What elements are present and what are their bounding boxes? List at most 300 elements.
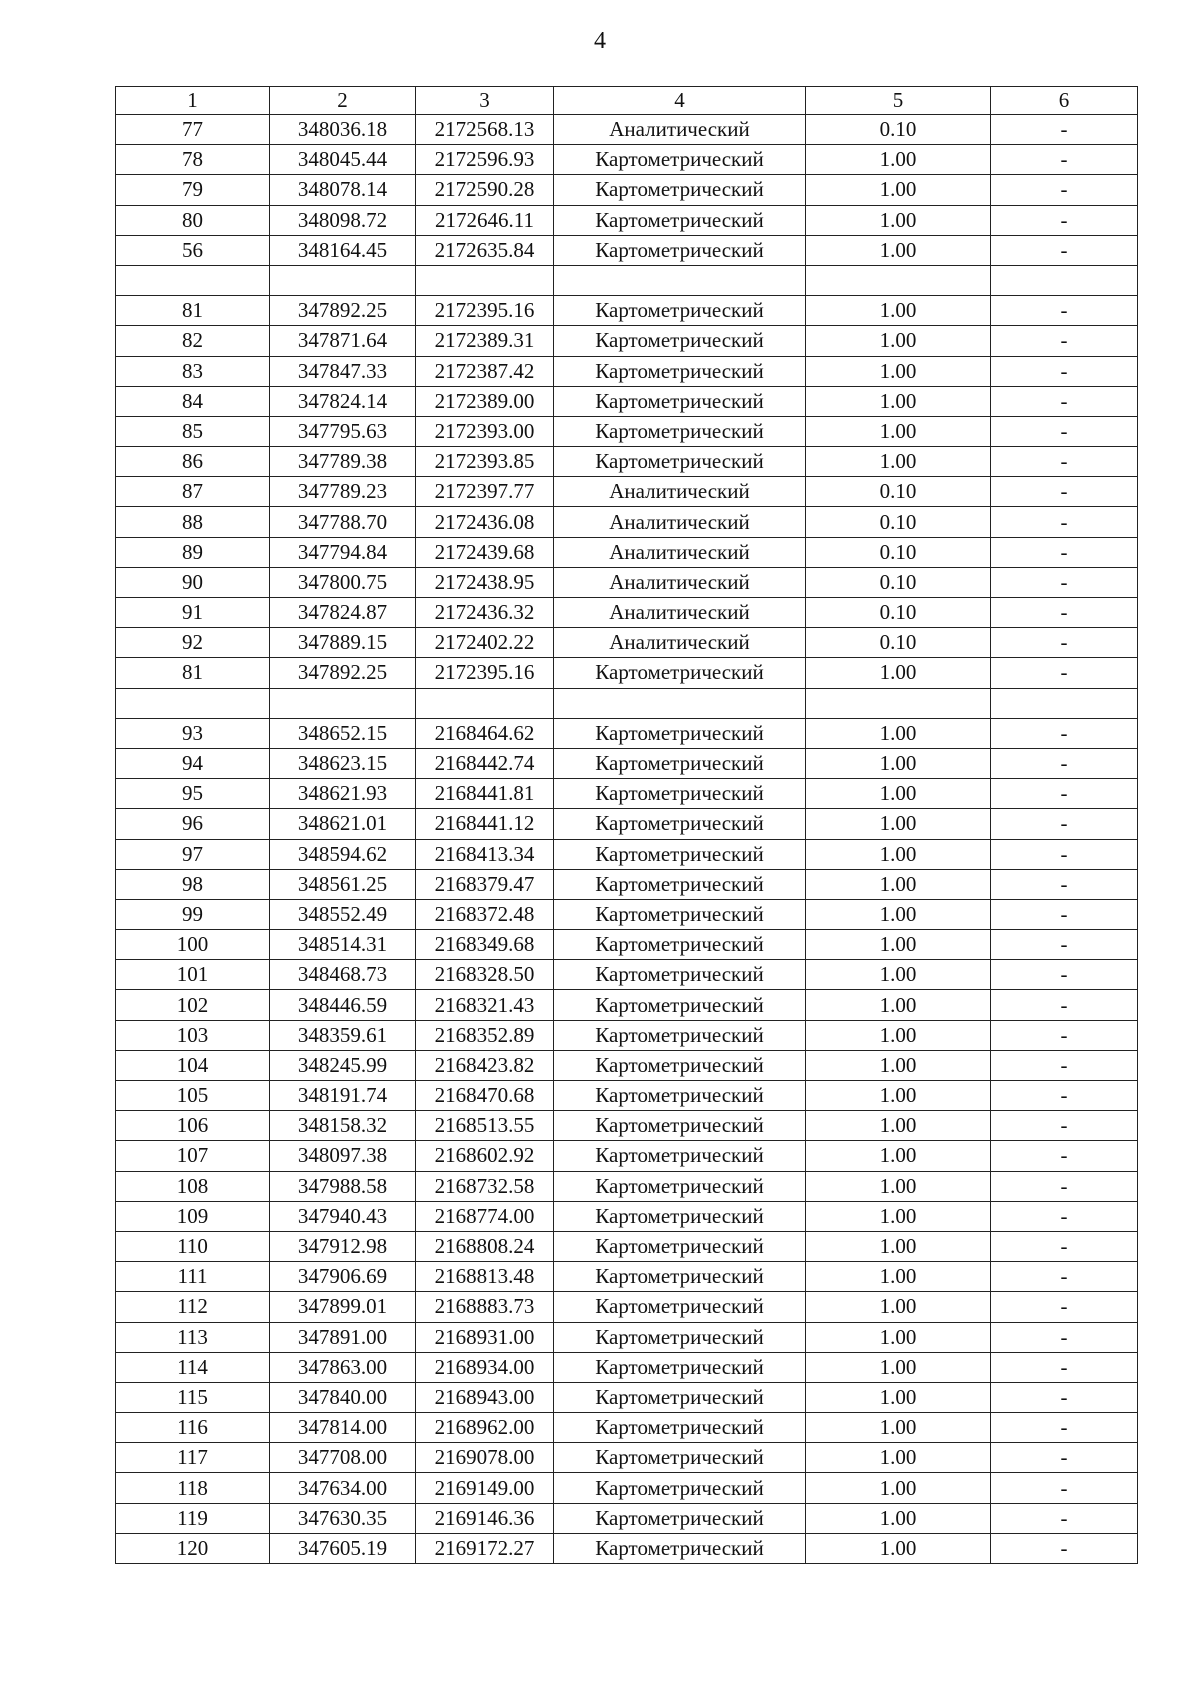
- table-separator-row: [116, 265, 1138, 295]
- y-coordinate-cell: 2172402.22: [416, 628, 554, 658]
- x-coordinate-cell: [270, 688, 416, 718]
- accuracy-cell: 1.00: [806, 839, 991, 869]
- y-coordinate-cell: 2168934.00: [416, 1352, 554, 1382]
- x-coordinate-cell: 347899.01: [270, 1292, 416, 1322]
- note-cell: -: [991, 839, 1138, 869]
- point-number-cell: 89: [116, 537, 270, 567]
- point-number-cell: 88: [116, 507, 270, 537]
- table-header-row: [116, 87, 1138, 115]
- table-row: [116, 1503, 1138, 1533]
- x-coordinate-cell: 347814.00: [270, 1413, 416, 1443]
- accuracy-cell: 1.00: [806, 416, 991, 446]
- y-coordinate-cell: 2172438.95: [416, 567, 554, 597]
- note-cell: -: [991, 175, 1138, 205]
- y-coordinate-cell: 2172568.13: [416, 115, 554, 145]
- accuracy-cell: 0.10: [806, 115, 991, 145]
- point-number-cell: 104: [116, 1050, 270, 1080]
- point-number-cell: 98: [116, 869, 270, 899]
- note-cell: -: [991, 1292, 1138, 1322]
- table-row: [116, 990, 1138, 1020]
- table-row: [116, 567, 1138, 597]
- table-row: [116, 1413, 1138, 1443]
- y-coordinate-cell: 2168379.47: [416, 869, 554, 899]
- point-number-cell: 99: [116, 899, 270, 929]
- method-cell: Картометрический: [554, 356, 806, 386]
- table-row: [116, 416, 1138, 446]
- point-number-cell: 116: [116, 1413, 270, 1443]
- table-row: [116, 386, 1138, 416]
- y-coordinate-cell: 2169078.00: [416, 1443, 554, 1473]
- table-row: [116, 145, 1138, 175]
- note-cell: -: [991, 1231, 1138, 1261]
- accuracy-cell: 1.00: [806, 1262, 991, 1292]
- point-number-cell: 95: [116, 779, 270, 809]
- point-number-cell: 78: [116, 145, 270, 175]
- note-cell: [991, 265, 1138, 295]
- table-row: [116, 839, 1138, 869]
- y-coordinate-cell: 2168813.48: [416, 1262, 554, 1292]
- accuracy-cell: 1.00: [806, 930, 991, 960]
- accuracy-cell: 1.00: [806, 235, 991, 265]
- table-row: [116, 537, 1138, 567]
- y-coordinate-cell: 2168423.82: [416, 1050, 554, 1080]
- accuracy-cell: 1.00: [806, 1473, 991, 1503]
- x-coordinate-cell: 348191.74: [270, 1081, 416, 1111]
- point-number-cell: 112: [116, 1292, 270, 1322]
- point-number-cell: 115: [116, 1382, 270, 1412]
- table-row: [116, 235, 1138, 265]
- y-coordinate-cell: 2169172.27: [416, 1533, 554, 1563]
- x-coordinate-cell: [270, 265, 416, 295]
- y-coordinate-cell: 2169146.36: [416, 1503, 554, 1533]
- point-number-cell: 106: [116, 1111, 270, 1141]
- method-cell: Картометрический: [554, 205, 806, 235]
- note-cell: -: [991, 930, 1138, 960]
- table-row: [116, 507, 1138, 537]
- note-cell: -: [991, 1262, 1138, 1292]
- method-cell: Картометрический: [554, 416, 806, 446]
- x-coordinate-cell: 348078.14: [270, 175, 416, 205]
- note-cell: -: [991, 1171, 1138, 1201]
- method-cell: Картометрический: [554, 1171, 806, 1201]
- table-row: [116, 1352, 1138, 1382]
- accuracy-cell: 1.00: [806, 1050, 991, 1080]
- x-coordinate-cell: 347847.33: [270, 356, 416, 386]
- method-cell: Картометрический: [554, 899, 806, 929]
- table-row: [116, 1201, 1138, 1231]
- method-cell: Картометрический: [554, 326, 806, 356]
- y-coordinate-cell: 2168352.89: [416, 1020, 554, 1050]
- y-coordinate-cell: 2168328.50: [416, 960, 554, 990]
- accuracy-cell: 1.00: [806, 1413, 991, 1443]
- x-coordinate-cell: 348621.01: [270, 809, 416, 839]
- coordinates-table: [115, 86, 1138, 1564]
- x-coordinate-cell: 348623.15: [270, 748, 416, 778]
- x-coordinate-cell: 347634.00: [270, 1473, 416, 1503]
- note-cell: -: [991, 1141, 1138, 1171]
- method-cell: Картометрический: [554, 809, 806, 839]
- point-number-cell: 90: [116, 567, 270, 597]
- x-coordinate-cell: 347889.15: [270, 628, 416, 658]
- x-coordinate-cell: 347605.19: [270, 1533, 416, 1563]
- x-coordinate-cell: 348446.59: [270, 990, 416, 1020]
- table-row: [116, 1443, 1138, 1473]
- note-cell: -: [991, 960, 1138, 990]
- table-row: [116, 718, 1138, 748]
- accuracy-cell: 0.10: [806, 567, 991, 597]
- x-coordinate-cell: 347795.63: [270, 416, 416, 446]
- method-cell: Картометрический: [554, 960, 806, 990]
- y-coordinate-cell: 2172596.93: [416, 145, 554, 175]
- method-cell: Картометрический: [554, 1352, 806, 1382]
- table-row: [116, 1473, 1138, 1503]
- accuracy-cell: 1.00: [806, 1201, 991, 1231]
- y-coordinate-cell: 2172389.00: [416, 386, 554, 416]
- column-header-1: 1: [116, 87, 270, 115]
- note-cell: -: [991, 235, 1138, 265]
- method-cell: Картометрический: [554, 1533, 806, 1563]
- method-cell: Картометрический: [554, 839, 806, 869]
- x-coordinate-cell: 347892.25: [270, 296, 416, 326]
- note-cell: -: [991, 1473, 1138, 1503]
- y-coordinate-cell: 2172397.77: [416, 477, 554, 507]
- y-coordinate-cell: 2172395.16: [416, 296, 554, 326]
- point-number-cell: 100: [116, 930, 270, 960]
- method-cell: Картометрический: [554, 1081, 806, 1111]
- accuracy-cell: 1.00: [806, 1231, 991, 1261]
- accuracy-cell: 1.00: [806, 386, 991, 416]
- x-coordinate-cell: 348594.62: [270, 839, 416, 869]
- table-row: [116, 477, 1138, 507]
- column-header-4: 4: [554, 87, 806, 115]
- accuracy-cell: 1.00: [806, 1111, 991, 1141]
- method-cell: Картометрический: [554, 386, 806, 416]
- method-cell: Картометрический: [554, 1231, 806, 1261]
- accuracy-cell: 1.00: [806, 1533, 991, 1563]
- x-coordinate-cell: 348359.61: [270, 1020, 416, 1050]
- y-coordinate-cell: 2168943.00: [416, 1382, 554, 1412]
- column-header-6: 6: [991, 87, 1138, 115]
- y-coordinate-cell: 2168602.92: [416, 1141, 554, 1171]
- y-coordinate-cell: 2168413.34: [416, 839, 554, 869]
- point-number-cell: [116, 688, 270, 718]
- y-coordinate-cell: 2172436.08: [416, 507, 554, 537]
- method-cell: Картометрический: [554, 1322, 806, 1352]
- y-coordinate-cell: 2168774.00: [416, 1201, 554, 1231]
- note-cell: -: [991, 1111, 1138, 1141]
- x-coordinate-cell: 348561.25: [270, 869, 416, 899]
- point-number-cell: 77: [116, 115, 270, 145]
- accuracy-cell: 1.00: [806, 718, 991, 748]
- method-cell: Картометрический: [554, 1503, 806, 1533]
- x-coordinate-cell: 347824.14: [270, 386, 416, 416]
- point-number-cell: 82: [116, 326, 270, 356]
- x-coordinate-cell: 347708.00: [270, 1443, 416, 1473]
- method-cell: Картометрический: [554, 1413, 806, 1443]
- point-number-cell: 118: [116, 1473, 270, 1503]
- point-number-cell: 80: [116, 205, 270, 235]
- point-number-cell: 91: [116, 598, 270, 628]
- table-row: [116, 1111, 1138, 1141]
- note-cell: -: [991, 386, 1138, 416]
- x-coordinate-cell: 348036.18: [270, 115, 416, 145]
- note-cell: -: [991, 1413, 1138, 1443]
- accuracy-cell: 1.00: [806, 1322, 991, 1352]
- point-number-cell: 93: [116, 718, 270, 748]
- y-coordinate-cell: 2168442.74: [416, 748, 554, 778]
- y-coordinate-cell: 2172439.68: [416, 537, 554, 567]
- note-cell: -: [991, 990, 1138, 1020]
- note-cell: -: [991, 296, 1138, 326]
- y-coordinate-cell: 2168732.58: [416, 1171, 554, 1201]
- table-row: [116, 598, 1138, 628]
- note-cell: [991, 688, 1138, 718]
- y-coordinate-cell: 2168321.43: [416, 990, 554, 1020]
- table-row: [116, 356, 1138, 386]
- note-cell: -: [991, 748, 1138, 778]
- table-separator-row: [116, 688, 1138, 718]
- method-cell: Картометрический: [554, 1292, 806, 1322]
- note-cell: -: [991, 628, 1138, 658]
- method-cell: Картометрический: [554, 718, 806, 748]
- y-coordinate-cell: 2168883.73: [416, 1292, 554, 1322]
- accuracy-cell: 1.00: [806, 447, 991, 477]
- y-coordinate-cell: 2172393.00: [416, 416, 554, 446]
- method-cell: Аналитический: [554, 477, 806, 507]
- method-cell: Картометрический: [554, 175, 806, 205]
- method-cell: Картометрический: [554, 1382, 806, 1412]
- note-cell: -: [991, 1533, 1138, 1563]
- point-number-cell: 120: [116, 1533, 270, 1563]
- accuracy-cell: 1.00: [806, 1352, 991, 1382]
- column-header-3: 3: [416, 87, 554, 115]
- table-row: [116, 1050, 1138, 1080]
- note-cell: -: [991, 537, 1138, 567]
- note-cell: -: [991, 1050, 1138, 1080]
- table-row: [116, 1262, 1138, 1292]
- note-cell: -: [991, 416, 1138, 446]
- y-coordinate-cell: 2172590.28: [416, 175, 554, 205]
- note-cell: -: [991, 779, 1138, 809]
- accuracy-cell: 0.10: [806, 477, 991, 507]
- x-coordinate-cell: 347871.64: [270, 326, 416, 356]
- accuracy-cell: 1.00: [806, 869, 991, 899]
- point-number-cell: 101: [116, 960, 270, 990]
- point-number-cell: 111: [116, 1262, 270, 1292]
- note-cell: -: [991, 869, 1138, 899]
- y-coordinate-cell: 2168513.55: [416, 1111, 554, 1141]
- table-row: [116, 1020, 1138, 1050]
- accuracy-cell: 1.00: [806, 1141, 991, 1171]
- table-body: [116, 115, 1138, 1564]
- method-cell: [554, 265, 806, 295]
- y-coordinate-cell: 2172387.42: [416, 356, 554, 386]
- x-coordinate-cell: 347794.84: [270, 537, 416, 567]
- method-cell: Картометрический: [554, 1111, 806, 1141]
- method-cell: Картометрический: [554, 1201, 806, 1231]
- note-cell: -: [991, 326, 1138, 356]
- accuracy-cell: 0.10: [806, 598, 991, 628]
- accuracy-cell: 1.00: [806, 356, 991, 386]
- table-row: [116, 748, 1138, 778]
- accuracy-cell: 1.00: [806, 1382, 991, 1412]
- note-cell: -: [991, 145, 1138, 175]
- note-cell: -: [991, 477, 1138, 507]
- point-number-cell: 56: [116, 235, 270, 265]
- accuracy-cell: 1.00: [806, 326, 991, 356]
- table-row: [116, 1081, 1138, 1111]
- point-number-cell: 105: [116, 1081, 270, 1111]
- note-cell: -: [991, 115, 1138, 145]
- note-cell: -: [991, 658, 1138, 688]
- method-cell: Картометрический: [554, 1443, 806, 1473]
- accuracy-cell: 1.00: [806, 960, 991, 990]
- point-number-cell: 117: [116, 1443, 270, 1473]
- table-row: [116, 869, 1138, 899]
- point-number-cell: 97: [116, 839, 270, 869]
- method-cell: Картометрический: [554, 296, 806, 326]
- point-number-cell: 108: [116, 1171, 270, 1201]
- x-coordinate-cell: 348164.45: [270, 235, 416, 265]
- accuracy-cell: 1.00: [806, 990, 991, 1020]
- point-number-cell: 85: [116, 416, 270, 446]
- x-coordinate-cell: 347892.25: [270, 658, 416, 688]
- point-number-cell: 102: [116, 990, 270, 1020]
- accuracy-cell: 1.00: [806, 1020, 991, 1050]
- table-row: [116, 326, 1138, 356]
- point-number-cell: 81: [116, 658, 270, 688]
- note-cell: -: [991, 1081, 1138, 1111]
- x-coordinate-cell: 347789.38: [270, 447, 416, 477]
- x-coordinate-cell: 348652.15: [270, 718, 416, 748]
- x-coordinate-cell: 348245.99: [270, 1050, 416, 1080]
- point-number-cell: 114: [116, 1352, 270, 1382]
- point-number-cell: 119: [116, 1503, 270, 1533]
- table-row: [116, 175, 1138, 205]
- note-cell: -: [991, 598, 1138, 628]
- method-cell: Аналитический: [554, 598, 806, 628]
- y-coordinate-cell: 2172635.84: [416, 235, 554, 265]
- method-cell: Картометрический: [554, 235, 806, 265]
- method-cell: Картометрический: [554, 1473, 806, 1503]
- x-coordinate-cell: 347800.75: [270, 567, 416, 597]
- accuracy-cell: 1.00: [806, 1171, 991, 1201]
- table-row: [116, 1533, 1138, 1563]
- y-coordinate-cell: 2172395.16: [416, 658, 554, 688]
- method-cell: Картометрический: [554, 869, 806, 899]
- accuracy-cell: 1.00: [806, 779, 991, 809]
- x-coordinate-cell: 347912.98: [270, 1231, 416, 1261]
- column-header-2: 2: [270, 87, 416, 115]
- point-number-cell: 79: [116, 175, 270, 205]
- x-coordinate-cell: 347906.69: [270, 1262, 416, 1292]
- x-coordinate-cell: 348098.72: [270, 205, 416, 235]
- table-row: [116, 205, 1138, 235]
- accuracy-cell: 1.00: [806, 1443, 991, 1473]
- method-cell: Картометрический: [554, 447, 806, 477]
- method-cell: Картометрический: [554, 1262, 806, 1292]
- point-number-cell: 96: [116, 809, 270, 839]
- y-coordinate-cell: 2172393.85: [416, 447, 554, 477]
- y-coordinate-cell: 2168962.00: [416, 1413, 554, 1443]
- note-cell: -: [991, 899, 1138, 929]
- x-coordinate-cell: 347824.87: [270, 598, 416, 628]
- method-cell: Картометрический: [554, 748, 806, 778]
- method-cell: Аналитический: [554, 537, 806, 567]
- table-row: [116, 447, 1138, 477]
- point-number-cell: 107: [116, 1141, 270, 1171]
- table-row: [116, 115, 1138, 145]
- point-number-cell: 94: [116, 748, 270, 778]
- y-coordinate-cell: 2168470.68: [416, 1081, 554, 1111]
- y-coordinate-cell: [416, 688, 554, 718]
- accuracy-cell: 1.00: [806, 1081, 991, 1111]
- accuracy-cell: 1.00: [806, 1503, 991, 1533]
- x-coordinate-cell: 347863.00: [270, 1352, 416, 1382]
- x-coordinate-cell: 348514.31: [270, 930, 416, 960]
- accuracy-cell: 1.00: [806, 809, 991, 839]
- note-cell: -: [991, 1382, 1138, 1412]
- point-number-cell: 103: [116, 1020, 270, 1050]
- method-cell: Аналитический: [554, 628, 806, 658]
- method-cell: Картометрический: [554, 1020, 806, 1050]
- x-coordinate-cell: 348621.93: [270, 779, 416, 809]
- x-coordinate-cell: 348468.73: [270, 960, 416, 990]
- method-cell: Аналитический: [554, 115, 806, 145]
- column-header-5: 5: [806, 87, 991, 115]
- x-coordinate-cell: 347840.00: [270, 1382, 416, 1412]
- x-coordinate-cell: 347988.58: [270, 1171, 416, 1201]
- note-cell: -: [991, 1503, 1138, 1533]
- y-coordinate-cell: [416, 265, 554, 295]
- table-row: [116, 658, 1138, 688]
- method-cell: Аналитический: [554, 507, 806, 537]
- y-coordinate-cell: 2169149.00: [416, 1473, 554, 1503]
- note-cell: -: [991, 447, 1138, 477]
- method-cell: Картометрический: [554, 930, 806, 960]
- point-number-cell: 110: [116, 1231, 270, 1261]
- method-cell: Картометрический: [554, 1141, 806, 1171]
- x-coordinate-cell: 347630.35: [270, 1503, 416, 1533]
- y-coordinate-cell: 2168349.68: [416, 930, 554, 960]
- accuracy-cell: 1.00: [806, 748, 991, 778]
- x-coordinate-cell: 347789.23: [270, 477, 416, 507]
- y-coordinate-cell: 2168372.48: [416, 899, 554, 929]
- point-number-cell: [116, 265, 270, 295]
- table-row: [116, 1292, 1138, 1322]
- x-coordinate-cell: 347940.43: [270, 1201, 416, 1231]
- accuracy-cell: 1.00: [806, 296, 991, 326]
- accuracy-cell: 1.00: [806, 145, 991, 175]
- note-cell: -: [991, 1352, 1138, 1382]
- accuracy-cell: [806, 688, 991, 718]
- note-cell: -: [991, 567, 1138, 597]
- y-coordinate-cell: 2168441.81: [416, 779, 554, 809]
- y-coordinate-cell: 2168441.12: [416, 809, 554, 839]
- y-coordinate-cell: 2172436.32: [416, 598, 554, 628]
- accuracy-cell: 0.10: [806, 537, 991, 567]
- point-number-cell: 113: [116, 1322, 270, 1352]
- method-cell: [554, 688, 806, 718]
- note-cell: -: [991, 718, 1138, 748]
- table-row: [116, 960, 1138, 990]
- point-number-cell: 81: [116, 296, 270, 326]
- table-row: [116, 779, 1138, 809]
- method-cell: Картометрический: [554, 779, 806, 809]
- method-cell: Картометрический: [554, 658, 806, 688]
- table-row: [116, 809, 1138, 839]
- method-cell: Аналитический: [554, 567, 806, 597]
